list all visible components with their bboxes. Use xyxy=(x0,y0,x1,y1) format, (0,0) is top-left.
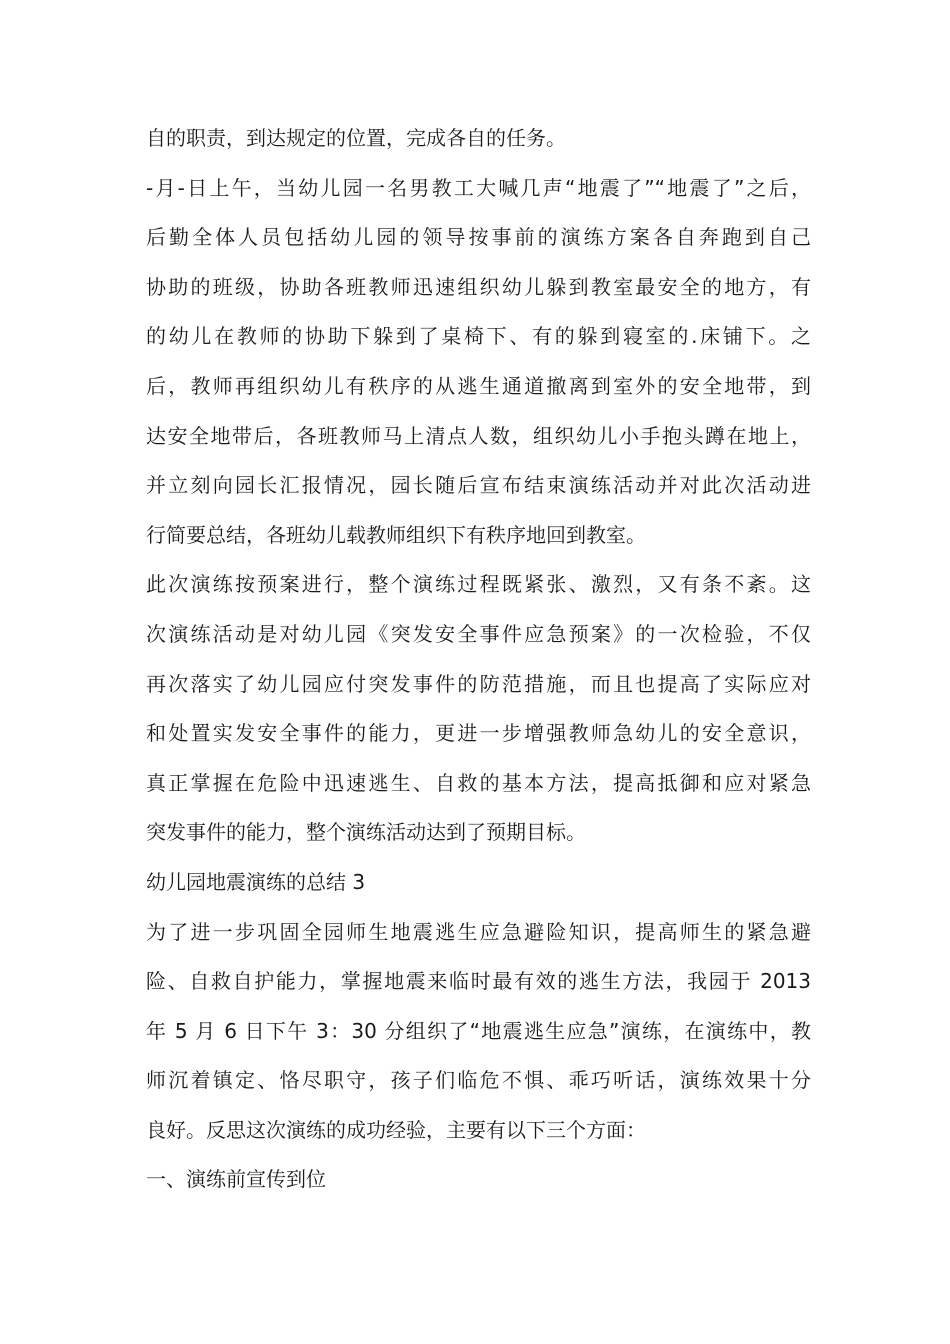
text-line: 为了进一步巩固全园师生地震逃生应急避险知识，提高师生的紧急避 xyxy=(146,919,811,944)
text-line: 良好。反思这次演练的成功经验，主要有以下三个方面： xyxy=(146,1117,646,1142)
text-line: 行简要总结，各班幼儿载教师组织下有秩序地回到教室。 xyxy=(146,522,646,547)
subsection-heading: 一、演练前宣传到位 xyxy=(146,1167,326,1192)
text-line: 真正掌握在危险中迅速逃生、自救的基本方法，提高抵御和应对紧急 xyxy=(146,770,811,795)
text-line: 再次落实了幼儿园应付突发事件的防范措施，而且也提高了实际应对 xyxy=(146,671,811,696)
document-body xyxy=(146,114,811,1205)
text-line: 后勤全体人员包括幼儿园的领导按事前的演练方案各自奔跑到自己 xyxy=(146,225,811,250)
text-line: 达安全地带后，各班教师马上清点人数，组织幼儿小手抱头蹲在地上， xyxy=(146,423,811,448)
text-line: 协助的班级，协助各班教师迅速组织幼儿躲到教室最安全的地方，有 xyxy=(146,274,811,299)
section-heading: 幼儿园地震演练的总结 3 xyxy=(146,869,366,894)
text-line: 次演练活动是对幼儿园《突发安全事件应急预案》的一次检验，不仅 xyxy=(146,621,811,646)
text-line: 后，教师再组织幼儿有秩序的从逃生通道撤离到室外的安全地带，到 xyxy=(146,373,811,398)
text-line: -月-日上午，当幼儿园一名男教工大喊几声“地震了”“地震了”之后， xyxy=(146,175,811,200)
text-line: 年 5 月 6 日下午 3：30 分组织了“地震逃生应急”演练，在演练中，教 xyxy=(146,1018,811,1043)
text-line: 险、自救自护能力，掌握地震来临时最有效的逃生方法，我园于 2013 xyxy=(146,969,811,994)
text-line: 师沉着镇定、恪尽职守，孩子们临危不惧、乖巧听话，演练效果十分 xyxy=(146,1068,811,1093)
text-line: 和处置实发安全事件的能力，更进一步增强教师急幼儿的安全意识， xyxy=(146,721,811,746)
text-line: 突发事件的能力，整个演练活动达到了预期目标。 xyxy=(146,820,586,845)
text-line: 自的职责，到达规定的位置，完成各自的任务。 xyxy=(146,126,566,150)
text-line: 的幼儿在教师的协助下躲到了桌椅下、有的躲到寝室的.床铺下。之 xyxy=(146,324,811,349)
text-line: 此次演练按预案进行，整个演练过程既紧张、激烈，又有条不紊。这 xyxy=(146,572,811,597)
text-line: 并立刻向园长汇报情况，园长随后宣布结束演练活动并对此次活动进 xyxy=(146,473,811,498)
